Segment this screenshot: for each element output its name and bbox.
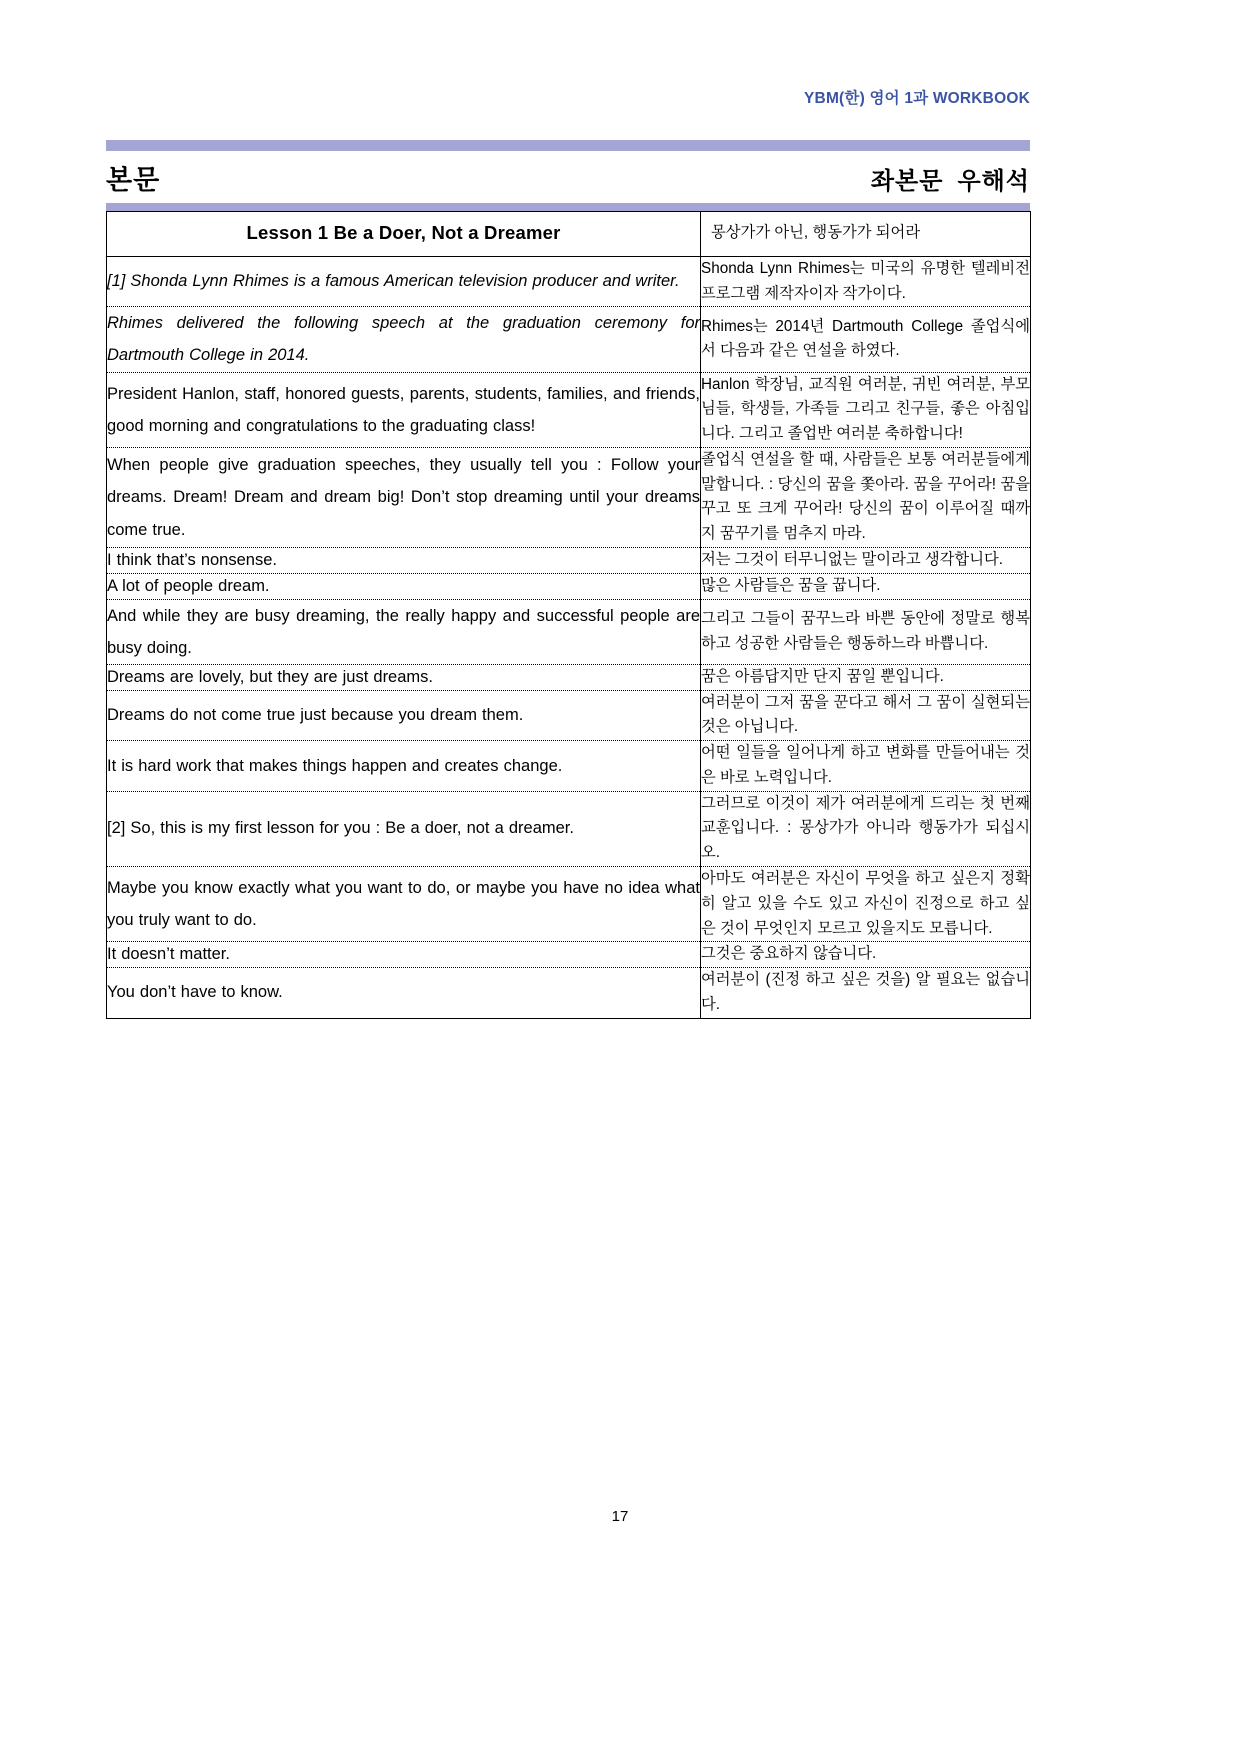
table-row [107,968,1031,1019]
sentence-cell-en [107,548,701,574]
sentence-en: It doesn’t matter. [107,945,230,964]
sentence-en: Maybe you know exactly what you want to do, or maybe you have no idea what you truly want to do. [107,878,700,930]
sentence-cell-ko [701,942,1031,968]
running-head: YBM(한) 영어 1과 WORKBOOK [804,90,1030,107]
sentence-cell-en [107,867,701,942]
sentence-en: Dreams do not come true just because you dream them. [107,706,524,725]
sentence-en: Dreams are lovely, but they are just dreams. [107,667,433,686]
sentence-en: A lot of people dream. [107,576,270,595]
bilingual-table-body [107,212,1031,1019]
table-row [107,599,1031,664]
sentence-cell-ko [701,447,1031,547]
table-row [107,307,1031,372]
sentence-cell-en [107,599,701,664]
sentence-cell-en [107,664,701,690]
sentence-cell-en [107,256,701,307]
table-header-row [107,212,1031,257]
sentence-ko: Shonda Lynn Rhimes는 미국의 유명한 텔레비전 프로그램 제작자이자 작가이다. [701,259,1030,302]
sentence-ko: Hanlon 학장님, 교직원 여러분, 귀빈 여러분, 부모님들, 학생들, 가족들 그리고 친구들, 좋은 아침입니다. 그리고 졸업반 여러분 축하합니다! [701,375,1030,443]
sentence-cell-ko [701,372,1031,447]
sentence-cell-ko [701,741,1031,792]
sentence-cell-en [107,307,701,372]
lesson-title-en: Lesson 1 Be a Doer, Not a Dreamer [246,222,561,244]
sentence-cell-ko [701,573,1031,599]
table-row [107,664,1031,690]
table-row [107,942,1031,968]
sentence-cell-ko [701,307,1031,372]
table-row [107,372,1031,447]
sentence-ko: 많은 사람들은 꿈을 꿉니다. [701,576,881,594]
sentence-ko: 졸업식 연설을 할 때, 사람들은 보통 여러분들에게 말합니다. : 당신의 꿈을 쫓아라. 꿈을 꾸어라! 꿈을 꾸고 또 크게 꾸어라! 당신의 꿈이 이루어질 때까지 꿈꾸기를 멈추지 마라. [701,450,1030,543]
sentence-cell-en [107,741,701,792]
sentence-cell-ko [701,690,1031,741]
table-row [107,548,1031,574]
sentence-cell-en [107,968,701,1019]
sentence-en: President Hanlon, staff, honored guests, parents, students, families, and friends, good morning and congratulations to the graduating class! [107,384,700,435]
sentence-cell-en [107,942,701,968]
sentence-cell-en [107,372,701,447]
section-title-left: 본문 [106,165,161,195]
bilingual-table-wrapper [106,211,1030,1019]
sentence-cell-en [107,573,701,599]
bilingual-table [106,211,1031,1019]
sentence-ko: 저는 그것이 터무니없는 말이라고 생각합니다. [701,551,1004,568]
sentence-en: [1] Shonda Lynn Rhimes is a famous American television producer and writer. [107,272,680,291]
sentence-ko: 아마도 여러분은 자신이 무엇을 하고 싶은지 정확히 알고 있을 수도 있고 자신이 진정으로 하고 싶은 것이 무엇인지 모르고 있을지도 모릅니다. [701,870,1030,937]
sentence-ko: Rhimes는 2014년 Dartmouth College 졸업식에서 다음과 같은 연설을 하였다. [701,317,1030,360]
sentence-cell-en [107,690,701,741]
section-title-row [106,152,1030,194]
table-row [107,256,1031,307]
section-title-right-a: 좌본문 [870,168,944,195]
table-row [107,447,1031,547]
page-number: 17 [611,1508,629,1525]
section-title-right [871,170,1030,194]
table-row [107,741,1031,792]
sentence-cell-ko [701,548,1031,574]
table-row [107,791,1031,866]
sentence-en: [2] So, this is my first lesson for you : Be a doer, not a dreamer. [107,819,574,838]
sentence-cell-en [107,791,701,866]
section-title-right-b: 우해석 [957,168,1030,195]
sentence-en: Rhimes delivered the following speech at the graduation ceremony for Dartmouth College in 2014. [107,314,700,365]
sentence-cell-ko [701,867,1031,942]
table-row [107,867,1031,942]
sentence-en: When people give graduation speeches, they usually tell you : Follow your dreams. Dream! Dream and dream big! Don’t stop dreaming until your dreams come true. [107,456,700,539]
table-row [107,573,1031,599]
sentence-ko: 어떤 일들을 일어나게 하고 변화를 만들어내는 것은 바로 노력입니다. [701,744,1030,786]
lesson-title-cell-ko [701,212,1031,257]
sentence-ko: 그것은 중요하지 않습니다. [701,945,877,963]
sentence-en: It is hard work that makes things happen and creates change. [107,756,563,775]
sentence-ko: 여러분이 그저 꿈을 꾼다고 해서 그 꿈이 실현되는 것은 아닙니다. [701,693,1030,736]
sentence-ko: 여러분이 (진정 하고 싶은 것을) 알 필요는 없습니다. [701,971,1030,1013]
lesson-title-cell-en [107,212,701,257]
sentence-en: You don’t have to know. [107,983,283,1002]
sentence-en: And while they are busy dreaming, the really happy and successful people are busy doing. [107,606,700,657]
sentence-cell-ko [701,664,1031,690]
title-accent-bar [106,140,1030,151]
lesson-title-ko: 몽상가가 아닌, 행동가가 되어라 [711,224,921,241]
sentence-ko: 그러므로 이것이 제가 여러분에게 드리는 첫 번째 교훈입니다. : 몽상가가 아니라 행동가가 되십시오. [701,794,1030,862]
sentence-cell-ko [701,791,1031,866]
table-row [107,690,1031,741]
sentence-ko: 그리고 그들이 꿈꾸느라 바쁜 동안에 정말로 행복하고 성공한 사람들은 행동하느라 바쁩니다. [701,609,1030,652]
sentence-cell-ko [701,256,1031,307]
sentence-en: I think that’s nonsense. [107,551,277,569]
sentence-cell-ko [701,968,1031,1019]
sentence-ko: 꿈은 아름답지만 단지 꿈일 뿐입니다. [701,667,944,685]
sentence-cell-ko [701,599,1031,664]
sentence-cell-en [107,447,701,547]
